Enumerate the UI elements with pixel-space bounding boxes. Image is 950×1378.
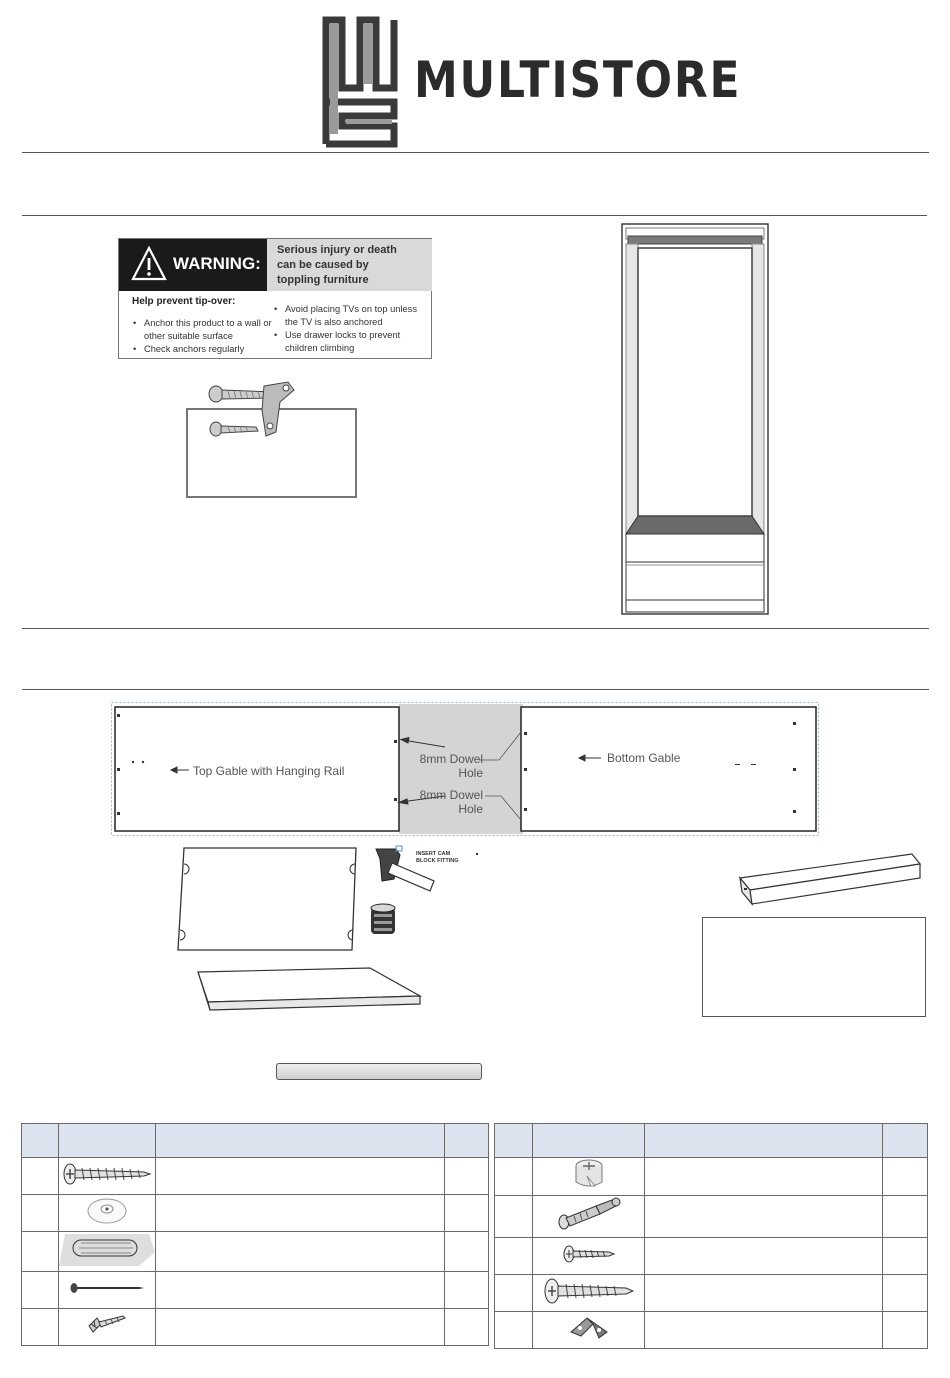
table-header-row <box>495 1124 928 1158</box>
warning-item: • Anchor this product to a wall or other suitable surface <box>133 317 273 343</box>
table-cell <box>645 1158 883 1196</box>
divider-2 <box>22 215 927 216</box>
table-cell <box>445 1158 489 1195</box>
header-cell <box>645 1124 883 1158</box>
table-cell <box>445 1232 489 1272</box>
table-cell <box>445 1309 489 1346</box>
warning-right-list <box>274 303 429 355</box>
warning-subtitle <box>267 239 432 291</box>
small-screw-icon <box>561 1243 617 1265</box>
table-row <box>22 1195 489 1232</box>
hanging-rail-diagram <box>736 850 926 906</box>
table-row <box>495 1238 928 1275</box>
multistore-logo-icon <box>320 12 406 148</box>
hardware-table-right <box>494 1123 928 1349</box>
cam-instruction-line: INSERT CAM <box>416 851 451 857</box>
warning-item: • Avoid placing TVs on top unless the TV is also anchored <box>274 303 429 329</box>
header-cell <box>22 1124 59 1158</box>
pan-head-screw-icon <box>542 1277 636 1305</box>
table-row <box>495 1275 928 1312</box>
header-cell <box>156 1124 445 1158</box>
warning-subtitle-line: Serious injury or death <box>277 244 397 256</box>
table-cell <box>22 1232 59 1272</box>
warning-item: • Use drawer locks to prevent children climbing <box>274 329 429 355</box>
warning-header <box>119 239 267 291</box>
warning-item: • Check anchors regularly <box>133 343 273 356</box>
wardrobe-diagram <box>620 222 770 616</box>
warning-left-list <box>133 317 273 356</box>
table-cell <box>22 1195 59 1232</box>
bottom-gable-label: Bottom Gable <box>607 751 681 765</box>
table-cell <box>495 1158 533 1196</box>
header-cell <box>533 1124 645 1158</box>
divider-1 <box>22 152 929 153</box>
table-cell <box>645 1238 883 1275</box>
table-cell <box>59 1158 156 1195</box>
table-cell <box>156 1158 445 1195</box>
bullet-dot <box>476 853 478 855</box>
table-cell <box>22 1272 59 1309</box>
wooden-dowel-icon <box>59 1232 155 1266</box>
table-cell <box>533 1275 645 1312</box>
table-cell <box>156 1195 445 1232</box>
cam-bolt-icon <box>556 1196 622 1232</box>
table-cell <box>495 1196 533 1238</box>
empty-note-box <box>702 917 926 1017</box>
table-cell <box>445 1272 489 1309</box>
table-cell <box>59 1272 156 1309</box>
header-cell <box>445 1124 489 1158</box>
warning-subtitle-line: toppling furniture <box>277 274 369 286</box>
header-cell <box>883 1124 928 1158</box>
table-cell <box>883 1196 928 1238</box>
table-row <box>22 1158 489 1195</box>
table-row <box>495 1158 928 1196</box>
warning-body-title: Help prevent tip-over: <box>132 296 236 307</box>
cam-lock-icon <box>571 1158 607 1190</box>
table-cell <box>59 1232 156 1272</box>
table-cell <box>22 1158 59 1195</box>
table-cell <box>59 1195 156 1232</box>
table-row <box>495 1312 928 1349</box>
brand-name: MULTISTORE <box>414 51 742 109</box>
warning-subtitle-line: can be caused by <box>277 259 369 271</box>
long-screw-icon <box>62 1162 152 1186</box>
warning-title: WARNING: <box>173 254 261 273</box>
table-cell <box>645 1196 883 1238</box>
tip-over-warning-label <box>118 238 432 359</box>
table-cell <box>156 1272 445 1309</box>
divider-3 <box>22 628 929 629</box>
table-cell <box>495 1238 533 1275</box>
table-row <box>22 1272 489 1309</box>
table-header-row <box>22 1124 489 1158</box>
divider-4 <box>22 689 929 690</box>
table-cell <box>883 1158 928 1196</box>
gable-panels-diagram <box>111 702 819 836</box>
table-cell <box>645 1275 883 1312</box>
table-cell <box>22 1309 59 1346</box>
table-cell <box>156 1309 445 1346</box>
dowel-hole-label-2: 8mm Dowel Hole <box>419 788 483 816</box>
table-cell <box>883 1238 928 1275</box>
table-cell <box>156 1232 445 1272</box>
table-cell <box>533 1158 645 1196</box>
table-cell <box>883 1275 928 1312</box>
table-cell <box>495 1275 533 1312</box>
cam-block-icon <box>368 902 398 938</box>
hardware-table-left <box>21 1123 489 1346</box>
table-cell <box>883 1312 928 1349</box>
l-bracket-icon <box>567 1314 611 1342</box>
table-row <box>22 1309 489 1346</box>
shelf-panel-diagram <box>176 844 360 956</box>
warning-triangle-icon <box>131 245 167 283</box>
cam-instruction-line: BLOCK FITTING <box>416 858 459 864</box>
cap-cover-icon <box>85 1196 129 1226</box>
table-row <box>495 1196 928 1238</box>
blank-button[interactable] <box>276 1063 482 1080</box>
short-screw-icon <box>85 1310 129 1340</box>
table-row <box>22 1232 489 1272</box>
insert-cam-instruction <box>416 851 458 865</box>
top-gable-label: Top Gable with Hanging Rail <box>193 764 345 778</box>
table-cell <box>445 1195 489 1232</box>
table-cell <box>495 1312 533 1349</box>
anti-tip-kit-icon <box>204 380 300 440</box>
table-cell <box>533 1238 645 1275</box>
header-cell <box>59 1124 156 1158</box>
table-cell <box>533 1312 645 1349</box>
base-board-diagram <box>194 966 424 1012</box>
table-cell <box>533 1196 645 1238</box>
table-cell <box>645 1312 883 1349</box>
header-cell <box>495 1124 533 1158</box>
nail-icon <box>69 1281 145 1295</box>
dowel-hole-label-1: 8mm Dowel Hole <box>419 752 483 780</box>
table-cell <box>59 1309 156 1346</box>
